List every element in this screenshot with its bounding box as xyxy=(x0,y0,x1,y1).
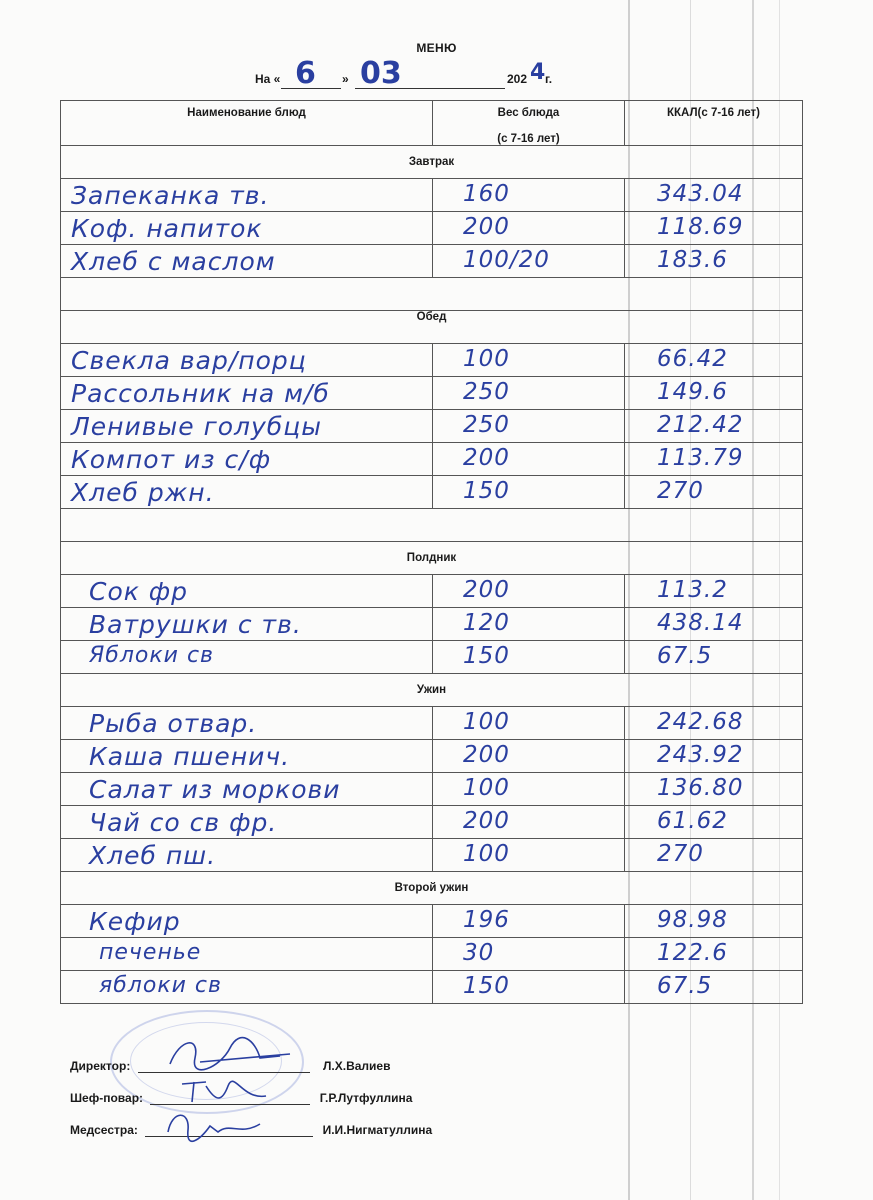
table-row xyxy=(61,740,803,773)
table-row xyxy=(61,377,803,410)
weight-cell: 200 xyxy=(433,806,625,839)
weight-cell: 200 xyxy=(433,443,625,476)
dish-cell: Коф. напиток xyxy=(61,212,433,245)
date-month: 03 xyxy=(360,56,402,91)
date-day: 6 xyxy=(295,56,316,91)
dish-cell: яблоки св xyxy=(61,971,433,1004)
section-row xyxy=(61,542,803,575)
weight-cell: 196 xyxy=(433,905,625,938)
kcal-cell: 149.6 xyxy=(625,377,803,410)
dish-cell: Чай со св фр. xyxy=(61,806,433,839)
dish-cell: Хлеб пш. xyxy=(61,839,433,872)
header-kcal: ККАЛ(с 7-16 лет) xyxy=(625,101,803,146)
table-row xyxy=(61,410,803,443)
dish-cell: Ватрушки с тв. xyxy=(61,608,433,641)
date-prefix: На « xyxy=(255,72,281,86)
signature-role: Директор: xyxy=(70,1059,131,1073)
kcal-cell: 66.42 xyxy=(625,344,803,377)
kcal-cell: 243.92 xyxy=(625,740,803,773)
section-title: Завтрак xyxy=(61,146,803,179)
table-row xyxy=(61,608,803,641)
kcal-cell: 438.14 xyxy=(625,608,803,641)
kcal-cell: 212.42 xyxy=(625,410,803,443)
weight-cell: 150 xyxy=(433,971,625,1004)
table-row xyxy=(61,938,803,971)
weight-cell: 160 xyxy=(433,179,625,212)
weight-cell: 100 xyxy=(433,707,625,740)
section-row xyxy=(61,146,803,179)
kcal-cell: 98.98 xyxy=(625,905,803,938)
weight-cell: 100 xyxy=(433,839,625,872)
dish-cell: Ленивые голубцы xyxy=(61,410,433,443)
section-title: Ужин xyxy=(61,674,803,707)
kcal-cell: 242.68 xyxy=(625,707,803,740)
dish-cell: Сок фр xyxy=(61,575,433,608)
weight-cell: 200 xyxy=(433,575,625,608)
weight-cell: 200 xyxy=(433,212,625,245)
dish-cell: Хлеб с маслом xyxy=(61,245,433,278)
kcal-cell: 67.5 xyxy=(625,971,803,1004)
signature-name: И.И.Нигматуллина xyxy=(322,1123,433,1137)
section-row xyxy=(61,311,803,344)
dish-cell: Кефир xyxy=(61,905,433,938)
signature-name: Г.Р.Лутфуллина xyxy=(319,1091,413,1105)
weight-cell: 150 xyxy=(433,641,625,674)
dish-cell: Запеканка тв. xyxy=(61,179,433,212)
header-weight: Вес блюда (с 7-16 лет) xyxy=(433,101,625,146)
section-title: Полдник xyxy=(61,542,803,575)
table-row xyxy=(61,179,803,212)
weight-cell: 120 xyxy=(433,608,625,641)
weight-cell: 200 xyxy=(433,740,625,773)
section-row xyxy=(61,872,803,905)
weight-cell: 250 xyxy=(433,410,625,443)
date-line xyxy=(255,56,585,91)
kcal-cell: 343.04 xyxy=(625,179,803,212)
table-row xyxy=(61,476,803,509)
dish-cell: Рассольник на м/б xyxy=(61,377,433,410)
dish-cell: Яблоки св xyxy=(61,641,433,674)
date-quote-close: » xyxy=(342,72,349,86)
dish-cell: печенье xyxy=(61,938,433,971)
director-signature-scribble xyxy=(160,1028,300,1076)
weight-cell: 250 xyxy=(433,377,625,410)
table-row xyxy=(61,212,803,245)
chef-signature-scribble xyxy=(176,1072,276,1108)
weight-cell: 30 xyxy=(433,938,625,971)
dish-cell: Свекла вар/порц xyxy=(61,344,433,377)
table-row xyxy=(61,905,803,938)
empty-row xyxy=(61,278,803,311)
table-row xyxy=(61,443,803,476)
table-row xyxy=(61,806,803,839)
table-row xyxy=(61,641,803,674)
dish-cell: Каша пшенич. xyxy=(61,740,433,773)
dish-cell: Компот из с/ф xyxy=(61,443,433,476)
document-title: МЕНЮ xyxy=(416,41,457,55)
kcal-cell: 113.2 xyxy=(625,575,803,608)
nurse-signature-scribble xyxy=(160,1106,270,1146)
empty-row xyxy=(61,509,803,542)
kcal-cell: 67.5 xyxy=(625,641,803,674)
table-row xyxy=(61,575,803,608)
dish-cell: Рыба отвар. xyxy=(61,707,433,740)
date-year-digit: 4 xyxy=(530,60,546,85)
section-title: Второй ужин xyxy=(61,872,803,905)
signature-role: Шеф-повар: xyxy=(70,1091,144,1105)
table-row xyxy=(61,245,803,278)
dish-cell: Хлеб ржн. xyxy=(61,476,433,509)
header-name: Наименование блюд xyxy=(61,101,433,146)
weight-cell: 100 xyxy=(433,773,625,806)
table-row xyxy=(61,839,803,872)
dish-cell: Салат из моркови xyxy=(61,773,433,806)
kcal-cell: 61.62 xyxy=(625,806,803,839)
menu-table xyxy=(60,100,803,1004)
kcal-cell: 270 xyxy=(625,839,803,872)
table-row xyxy=(61,971,803,1004)
weight-cell: 150 xyxy=(433,476,625,509)
kcal-cell: 270 xyxy=(625,476,803,509)
date-year-prefix: 202 xyxy=(507,72,528,86)
kcal-cell: 183.6 xyxy=(625,245,803,278)
kcal-cell: 136.80 xyxy=(625,773,803,806)
table-row xyxy=(61,344,803,377)
kcal-cell: 122.6 xyxy=(625,938,803,971)
section-row xyxy=(61,674,803,707)
kcal-cell: 113.79 xyxy=(625,443,803,476)
weight-cell: 100 xyxy=(433,344,625,377)
date-suffix: г. xyxy=(545,72,553,86)
section-title: Обед xyxy=(61,311,803,344)
signature-role: Медсестра: xyxy=(70,1123,138,1137)
kcal-cell: 118.69 xyxy=(625,212,803,245)
weight-cell: 100/20 xyxy=(433,245,625,278)
signature-name: Л.Х.Валиев xyxy=(323,1059,391,1073)
table-row xyxy=(61,773,803,806)
header-row xyxy=(61,101,803,146)
table-row xyxy=(61,707,803,740)
